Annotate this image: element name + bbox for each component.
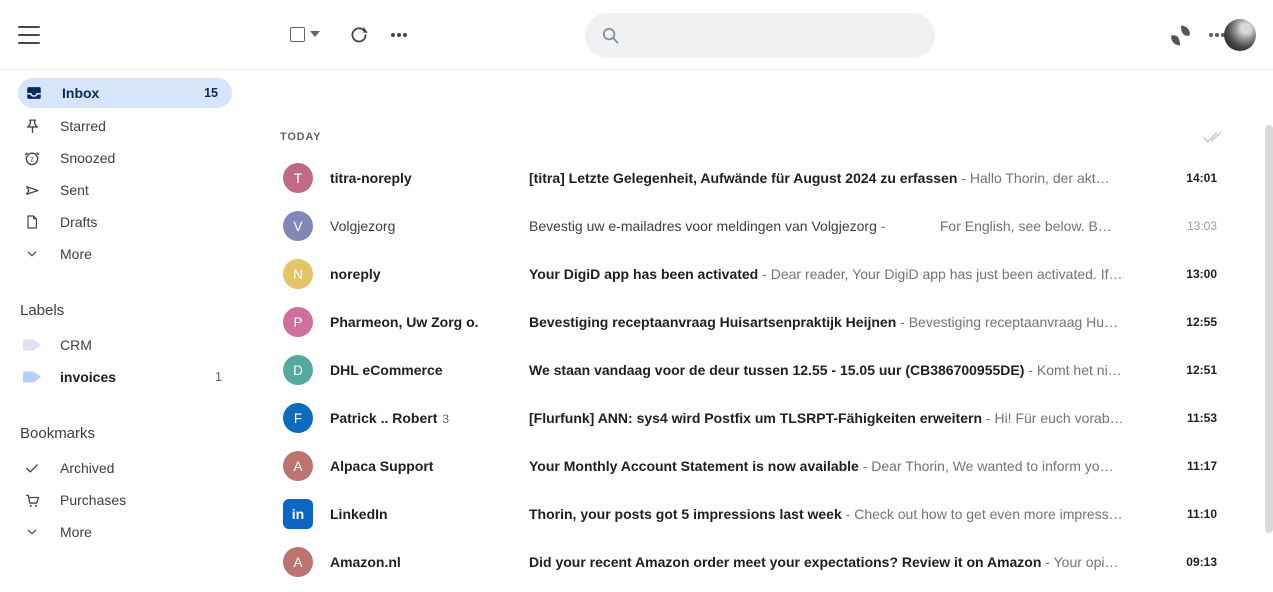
email-preview: For English, see below. B… xyxy=(889,218,1112,234)
email-row[interactable]: A Alpaca Support Your Monthly Account Statement is now available - Dear Thorin, We wanted to inform yo… 11:17 xyxy=(270,442,1273,490)
today-section-header xyxy=(280,128,1223,146)
sidebar-item-inbox[interactable] xyxy=(18,78,232,108)
email-subject: Thorin, your posts got 5 impressions last week xyxy=(529,506,842,522)
email-subject: Bevestig uw e-mailadres voor meldingen van Volgjezorg xyxy=(529,218,877,234)
email-row[interactable]: P Pharmeon, Uw Zorg o. Bevestiging receptaanvraag Huisartsenpraktijk Heijnen - Bevestiging receptaanvraag Hu… 12:55 xyxy=(270,298,1273,346)
bookmarks-heading: Bookmarks xyxy=(20,425,96,442)
email-subject: Bevestiging receptaanvraag Huisartsenpraktijk Heijnen xyxy=(529,314,897,330)
email-preview: Hallo Thorin, der akt… xyxy=(969,170,1110,186)
email-preview: Komt het ni… xyxy=(1036,362,1122,378)
mark-all-read-icon[interactable] xyxy=(1201,128,1223,146)
email-time: 11:17 xyxy=(1186,459,1217,473)
email-subject: [titra] Letzte Gelegenheit, Aufwände für August 2024 zu erfassen xyxy=(529,170,958,186)
sender-avatar: A xyxy=(283,451,313,481)
email-row[interactable]: F Patrick .. Robert 3 [Flurfunk] ANN: sys4 wird Postfix um TLSRPT-Fähigkeiten erweitern - Hi! Für euch vorab… 11:53 xyxy=(270,394,1273,442)
sidebar-item-starred[interactable] xyxy=(0,110,270,142)
select-dropdown-caret-icon[interactable] xyxy=(310,31,320,37)
inbox-unread-count: 15 xyxy=(204,86,218,100)
chevron-down-icon xyxy=(22,522,42,542)
email-time: 14:01 xyxy=(1186,171,1217,185)
sender-avatar: V xyxy=(283,211,313,241)
refresh-icon[interactable] xyxy=(348,24,370,46)
label-tag-icon xyxy=(23,371,41,384)
sidebar-bookmark-archived[interactable] xyxy=(0,452,270,484)
email-row[interactable]: V Volgjezorg Bevestig uw e-mailadres voor meldingen van Volgjezorg - For English, see below. B… 13:03 xyxy=(270,202,1273,250)
simplify-extension-icon[interactable] xyxy=(1167,22,1193,48)
search-bar[interactable] xyxy=(585,13,935,58)
top-bar xyxy=(0,0,1273,70)
sidebar-item-label: Sent xyxy=(60,182,89,198)
sidebar-item-drafts[interactable] xyxy=(0,206,270,238)
section-title: TODAY xyxy=(280,131,322,143)
email-preview: Hi! Für euch vorab… xyxy=(994,410,1124,426)
email-time: 11:53 xyxy=(1186,411,1217,425)
sender-avatar: A xyxy=(283,547,313,577)
email-time: 12:51 xyxy=(1186,363,1217,377)
sender-name: Patrick .. Robert xyxy=(330,410,438,426)
sender-name: titra-noreply xyxy=(330,170,412,186)
more-options-icon[interactable] xyxy=(390,24,408,46)
document-icon xyxy=(22,212,42,232)
sidebar xyxy=(0,70,270,592)
email-time: 13:00 xyxy=(1186,267,1217,281)
thread-count: 3 xyxy=(442,412,450,426)
email-subject: Your DigiD app has been activated xyxy=(529,266,759,282)
shopping-cart-icon xyxy=(22,490,42,510)
email-row[interactable]: T titra-noreply [titra] Letzte Gelegenheit, Aufwände für August 2024 zu erfassen - Hallo Thorin, der akt… 14:01 xyxy=(270,154,1273,202)
snooze-clock-icon xyxy=(22,148,42,168)
sidebar-item-label: Inbox xyxy=(62,85,100,101)
email-preview: Your opi… xyxy=(1053,554,1119,570)
checkmark-icon xyxy=(22,458,42,478)
sender-name: DHL eCommerce xyxy=(330,362,443,378)
label-name: CRM xyxy=(60,337,92,353)
email-subject: Did your recent Amazon order meet your expectations? Review it on Amazon xyxy=(529,554,1042,570)
sender-name: Amazon.nl xyxy=(330,554,401,570)
email-time: 13:03 xyxy=(1186,219,1217,233)
sender-avatar: T xyxy=(283,163,313,193)
select-all-checkbox[interactable] xyxy=(290,27,305,42)
email-subject: Your Monthly Account Statement is now available xyxy=(529,458,859,474)
email-row[interactable]: A Amazon.nl Did your recent Amazon order meet your expectations? Review it on Amazon - Your opi… 09:13 xyxy=(270,538,1273,586)
email-row[interactable]: in LinkedIn Thorin, your posts got 5 impressions last week - Check out how to get even more impress… 11:10 xyxy=(270,490,1273,538)
email-preview: Dear Thorin, We wanted to inform yo… xyxy=(871,458,1114,474)
sender-avatar: P xyxy=(283,307,313,337)
email-time: 11:10 xyxy=(1186,507,1217,521)
search-input[interactable] xyxy=(632,27,919,44)
search-icon xyxy=(601,26,620,45)
sender-name: Alpaca Support xyxy=(330,458,434,474)
scrollbar[interactable] xyxy=(1265,125,1273,533)
sidebar-item-more[interactable] xyxy=(0,238,270,270)
sidebar-item-snoozed[interactable] xyxy=(0,142,270,174)
profile-avatar[interactable] xyxy=(1224,19,1256,51)
email-time: 12:55 xyxy=(1186,315,1217,329)
email-preview: Check out how to get even more impress… xyxy=(854,506,1123,522)
bookmark-label: Purchases xyxy=(60,492,127,508)
email-rows xyxy=(270,154,1273,586)
pin-icon xyxy=(22,116,42,136)
labels-heading: Labels xyxy=(20,302,65,319)
label-count: 1 xyxy=(215,370,222,384)
sidebar-item-label: Starred xyxy=(60,118,106,134)
email-row[interactable]: D DHL eCommerce We staan vandaag voor de deur tussen 12.55 - 15.05 uur (CB386700955DE) - Komt het ni… 12:51 xyxy=(270,346,1273,394)
sender-name: Volgjezorg xyxy=(330,218,396,234)
email-subject: [Flurfunk] ANN: sys4 wird Postfix um TLSRPT-Fähigkeiten erweitern xyxy=(529,410,982,426)
sidebar-item-sent[interactable] xyxy=(0,174,270,206)
sender-avatar: F xyxy=(283,403,313,433)
email-preview: Bevestiging receptaanvraag Hu… xyxy=(908,314,1119,330)
label-name: invoices xyxy=(60,369,117,385)
sidebar-item-label: Snoozed xyxy=(60,150,116,166)
linkedin-logo: in xyxy=(283,499,313,529)
sender-name: noreply xyxy=(330,266,381,282)
email-time: 09:13 xyxy=(1186,555,1217,569)
sender-avatar: D xyxy=(283,355,313,385)
sender-avatar: N xyxy=(283,259,313,289)
email-subject: We staan vandaag voor de deur tussen 12.55 - 15.05 uur (CB386700955DE) xyxy=(529,362,1025,378)
sidebar-item-label: Drafts xyxy=(60,214,98,230)
sidebar-label-crm[interactable] xyxy=(0,329,270,361)
email-row[interactable]: N noreply Your DigiD app has been activated - Dear reader, Your DigiD app has just been activated. If… 13:00 xyxy=(270,250,1273,298)
inbox-icon xyxy=(24,83,44,103)
sender-name: Pharmeon, Uw Zorg o. xyxy=(330,314,479,330)
sidebar-bookmark-purchases[interactable] xyxy=(0,484,270,516)
send-icon xyxy=(22,180,42,200)
bookmark-label: Archived xyxy=(60,460,115,476)
email-preview: Dear reader, Your DigiD app has just been activated. If… xyxy=(770,266,1123,282)
sidebar-label-invoices[interactable] xyxy=(0,361,270,393)
label-tag-icon xyxy=(23,339,41,352)
svg-text:z: z xyxy=(30,154,34,164)
chevron-down-icon xyxy=(22,244,42,264)
email-list xyxy=(270,70,1273,592)
sidebar-bookmark-more[interactable] xyxy=(0,516,270,548)
sender-name: LinkedIn xyxy=(330,506,388,522)
sidebar-item-label: More xyxy=(60,246,92,262)
bookmark-label: More xyxy=(60,524,92,540)
hamburger-menu-icon[interactable] xyxy=(17,26,41,44)
